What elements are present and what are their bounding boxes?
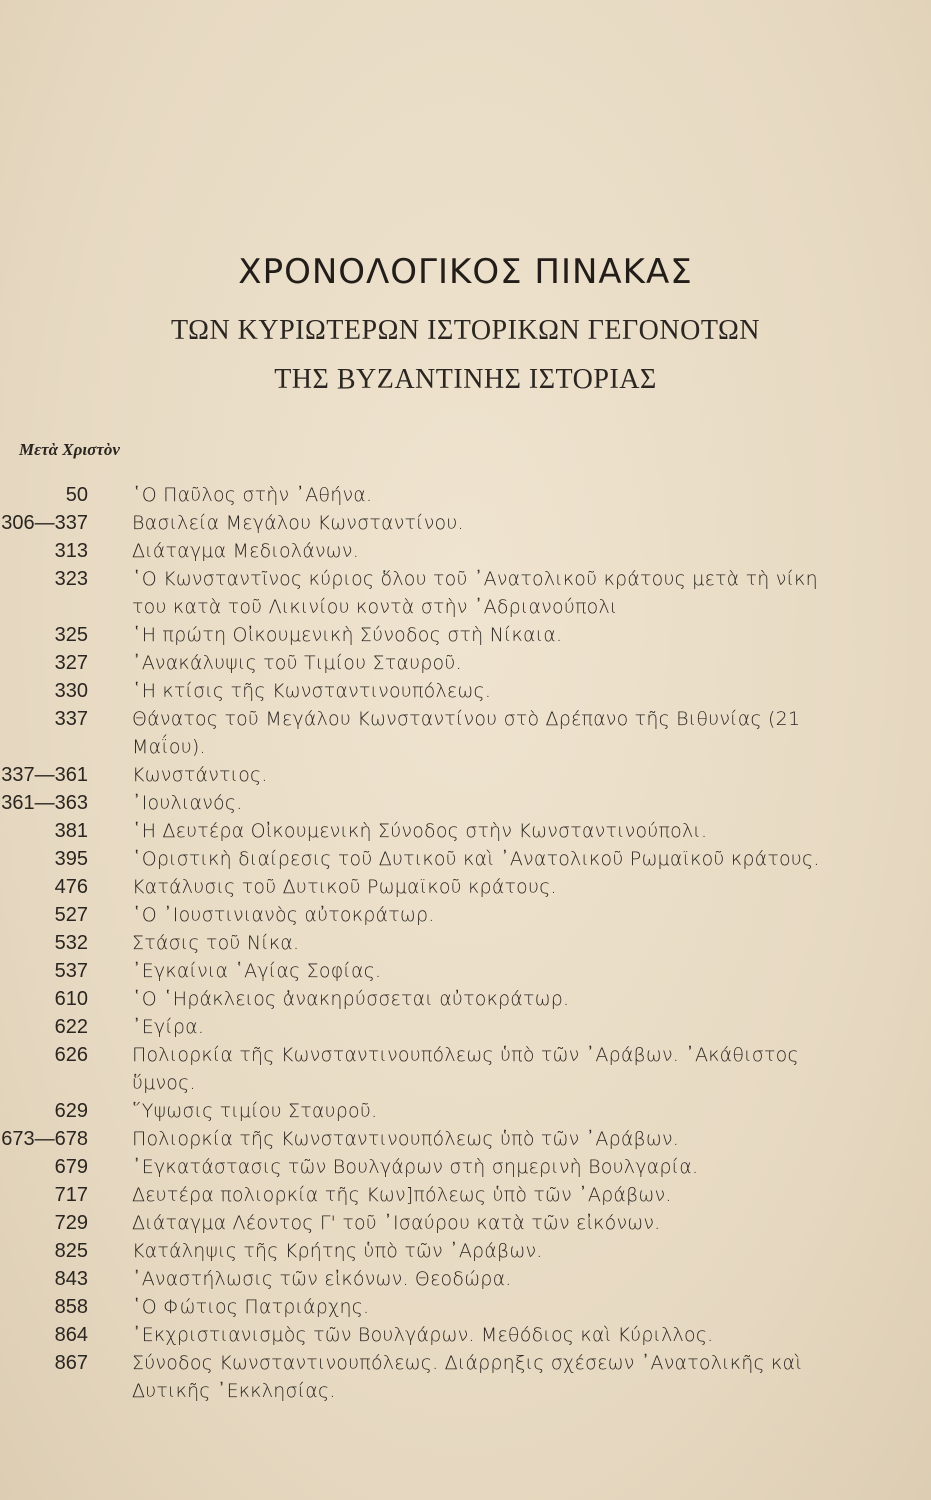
entry-year: 858 — [54, 1296, 88, 1318]
entry-text: ῾Η κτίσις τῆς Κωνσταντινουπόλεως. — [132, 680, 492, 702]
entry-text: ῾Ο Κωνσταντῖνος κύριος ὅλου τοῦ ᾿Ανατολικοῦ κράτους μετὰ τὴ νίκη του κατὰ τοῦ Λικινίου κοντὰ στὴν ᾿Αδριανούπολι — [132, 568, 818, 618]
chronology-entry — [0, 1153, 931, 1181]
entry-text: ᾿Αναστήλωσις τῶν εἰκόνων. Θεοδώρα. — [132, 1268, 512, 1290]
chronology-entry — [0, 677, 931, 705]
entry-year: 673—678 — [1, 1128, 88, 1150]
chronology-entry — [0, 901, 931, 929]
chronology-entry — [0, 845, 931, 873]
entry-text: Διάταγμα Λέοντος Γ' τοῦ ᾿Ισαύρου κατὰ τῶν εἰκόνων. — [132, 1212, 661, 1234]
chronology-entry — [0, 537, 931, 565]
entry-year: 629 — [54, 1100, 88, 1122]
entry-year: 476 — [54, 876, 88, 898]
entry-text: ᾿Ανακάλυψις τοῦ Τιμίου Σταυροῦ. — [132, 652, 462, 674]
entry-text: ᾿Εγκαίνια ῾Αγίας Σοφίας. — [132, 960, 382, 982]
chronology-entry — [0, 509, 931, 537]
chronology-entry — [0, 957, 931, 985]
entry-year: 306—337 — [1, 512, 88, 534]
entry-text: ᾿Εκχριστιανισμὸς τῶν Βουλγάρων. Μεθόδιος καὶ Κύριλλος. — [132, 1324, 714, 1346]
entry-text: ῾Η πρώτη Οἰκουμενικὴ Σύνοδος στὴ Νίκαια. — [132, 624, 563, 646]
chronology-entry — [0, 1293, 931, 1321]
entry-year: 626 — [54, 1044, 88, 1066]
entry-year: 532 — [54, 932, 88, 954]
entry-text: Στάσις τοῦ Νίκα. — [132, 932, 300, 954]
entry-text: Βασιλεία Μεγάλου Κωνσταντίνου. — [132, 512, 464, 534]
entry-text: ῾Ο ῾Ηράκλειος ἀνακηρύσσεται αὐτοκράτωρ. — [132, 988, 570, 1010]
entry-text: Κατάληψις τῆς Κρήτης ὑπὸ τῶν ᾿Αράβων. — [132, 1240, 543, 1262]
entry-year: 864 — [54, 1324, 88, 1346]
entry-year: 337—361 — [1, 764, 88, 786]
entry-text: Πολιορκία τῆς Κωνσταντινουπόλεως ὑπὸ τῶν ᾿Αράβων. — [132, 1128, 680, 1150]
chronology-list — [0, 481, 931, 1405]
chronology-entry — [0, 565, 931, 621]
chronology-entry — [0, 1265, 931, 1293]
page-title: ΧΡΟΝΟΛΟΓΙΚΟΣ ΠΙΝΑΚΑΣ — [238, 252, 693, 292]
entry-text: Κατάλυσις τοῦ Δυτικοῦ Ρωμαϊκοῦ κράτους. — [132, 876, 557, 898]
entry-text: ῾Η Δευτέρα Οἰκουμενικὴ Σύνοδος στὴν Κωνσταντινούπολι. — [132, 820, 708, 842]
page-subtitle-line-1: ΤΩΝ ΚΥΡΙΩΤΕΡΩΝ ΙΣΤΟΡΙΚΩΝ ΓΕΓΟΝΟΤΩΝ — [171, 315, 760, 346]
entry-year: 361—363 — [1, 792, 88, 814]
chronology-entry — [0, 817, 931, 845]
chronology-entry — [0, 1321, 931, 1349]
entry-year: 679 — [54, 1156, 88, 1178]
entry-year: 537 — [54, 960, 88, 982]
chronology-entry — [0, 1209, 931, 1237]
entry-text: ῾Ο Παῦλος στὴν ᾿Αθήνα. — [132, 484, 373, 506]
entry-text: ᾿Εγκατάστασις τῶν Βουλγάρων στὴ σημερινὴ Βουλγαρία. — [132, 1156, 699, 1178]
entry-year: 313 — [54, 540, 88, 562]
chronology-entry — [0, 1041, 931, 1097]
chronology-entry — [0, 481, 931, 509]
entry-year: 323 — [54, 568, 88, 590]
chronology-entry — [0, 649, 931, 677]
entry-text: ῾Ο ᾿Ιουστινιανὸς αὐτοκράτωρ. — [132, 904, 435, 926]
entry-text: ᾿Εγίρα. — [132, 1016, 205, 1038]
entry-year: 330 — [54, 680, 88, 702]
entry-year: 527 — [54, 904, 88, 926]
entry-text: Δευτέρα πολιορκία τῆς Κων]πόλεως ὑπὸ τῶν ᾿Αράβων. — [132, 1184, 672, 1206]
entry-text: ᾿Ιουλιανός. — [132, 792, 243, 814]
entry-text: Σύνοδος Κωνσταντινουπόλεως. Διάρρηξις σχέσεων ᾿Ανατολικῆς καὶ Δυτικῆς ᾿Εκκλησίας. — [132, 1352, 802, 1402]
entry-year: 610 — [54, 988, 88, 1010]
chronology-entry — [0, 873, 931, 901]
chronology-entry — [0, 761, 931, 789]
entry-text: ῾Ο Φώτιος Πατριάρχης. — [132, 1296, 370, 1318]
entry-year: 327 — [54, 652, 88, 674]
chronology-entry — [0, 1349, 931, 1405]
entry-text: Διάταγμα Μεδιολάνων. — [132, 540, 359, 562]
entry-text: Θάνατος τοῦ Μεγάλου Κωνσταντίνου στὸ Δρέπανο τῆς Βιθυνίας (21 Μαΐου). — [132, 708, 801, 758]
entry-year: 729 — [54, 1212, 88, 1234]
entry-year: 395 — [54, 848, 88, 870]
entry-text: ῾Οριστικὴ διαίρεσις τοῦ Δυτικοῦ καὶ ᾿Ανατολικοῦ Ρωμαϊκοῦ κράτους. — [132, 848, 820, 870]
entry-text: Πολιορκία τῆς Κωνσταντινουπόλεως ὑπὸ τῶν ᾿Αράβων. ᾿Ακάθιστος ὕμνος. — [132, 1044, 799, 1094]
entry-text: ῞Υψωσις τιμίου Σταυροῦ. — [132, 1100, 378, 1122]
entry-year: 717 — [54, 1184, 88, 1206]
chronology-entry — [0, 985, 931, 1013]
entry-year: 622 — [54, 1016, 88, 1038]
entry-year: 867 — [54, 1352, 88, 1374]
era-label: Μετὰ Χριστὸν — [19, 440, 120, 459]
chronology-entry — [0, 1125, 931, 1153]
entry-year: 825 — [54, 1240, 88, 1262]
chronology-entry — [0, 789, 931, 817]
chronology-entry — [0, 621, 931, 649]
entry-year: 843 — [54, 1268, 88, 1290]
entry-year: 325 — [54, 624, 88, 646]
entry-year: 337 — [54, 708, 88, 730]
chronology-entry — [0, 1097, 931, 1125]
chronology-entry — [0, 929, 931, 957]
entry-year: 50 — [65, 484, 88, 506]
chronology-entry — [0, 1013, 931, 1041]
page-subtitle-line-2: ΤΗΣ ΒΥΖΑΝΤΙΝΗΣ ΙΣΤΟΡΙΑΣ — [274, 364, 657, 395]
chronology-entry — [0, 1237, 931, 1265]
chronology-entry — [0, 1181, 931, 1209]
chronology-entry — [0, 705, 931, 761]
entry-text: Κωνστάντιος. — [132, 764, 268, 786]
entry-year: 381 — [54, 820, 88, 842]
